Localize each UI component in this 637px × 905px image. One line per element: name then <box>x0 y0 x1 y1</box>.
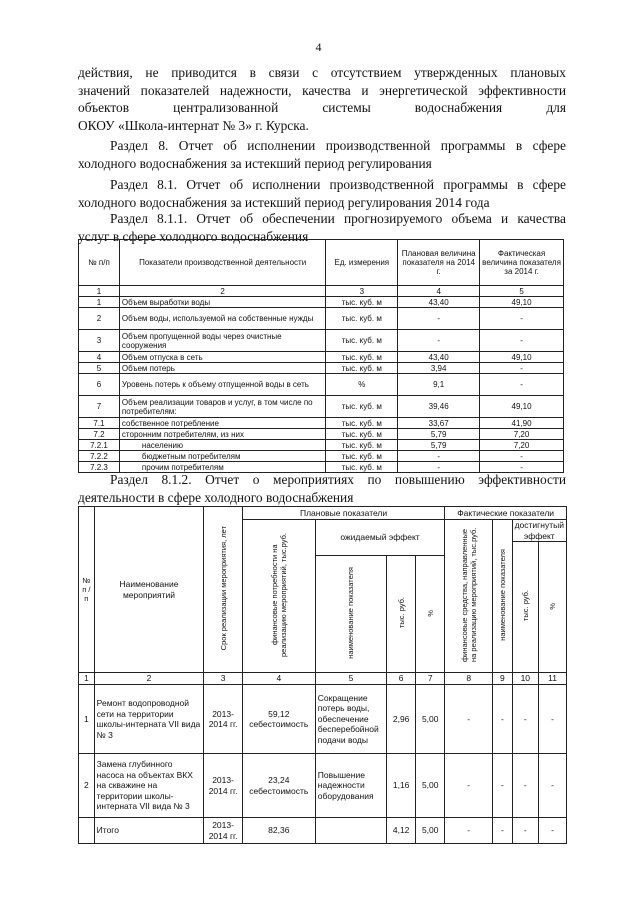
fact-value: - <box>480 308 564 330</box>
heading-line: Раздел 8. Отчет об исполнении производственной программы в сфере <box>110 138 566 153</box>
column-number: 1 <box>79 286 120 297</box>
row-number: 7.2.1 <box>79 440 120 451</box>
header-fact-fin: финансовые средства, направленные на реализацию мероприятий, тыс.руб. <box>459 527 478 663</box>
column-number: 1 <box>79 673 95 685</box>
fact-fin: - <box>445 754 493 818</box>
plan-fin: 59,12 себестоимость <box>242 685 315 754</box>
plan-value: - <box>398 330 480 352</box>
fact-value: - <box>480 374 564 396</box>
header-pct-cell <box>416 556 445 673</box>
intro-line: действия, не приводится в связи с отсутствием утвержденных плановых <box>78 65 566 80</box>
fact-value: - <box>480 363 564 374</box>
column-number: 11 <box>539 673 567 685</box>
column-number: 5 <box>315 673 386 685</box>
header-thous: тыс. руб. <box>396 597 406 629</box>
plan-value: 43,40 <box>398 297 480 308</box>
fact-pct: - <box>539 685 567 754</box>
indicator-name: Объем пропущенной воды через очистные сооружения <box>119 330 325 352</box>
column-number: 4 <box>242 673 315 685</box>
heading-line: холодного водоснабжения за истекший период регулирования <box>78 155 432 171</box>
unit: тыс. куб. м <box>326 462 398 473</box>
header-achieved: достигнутый эффект <box>512 520 566 542</box>
table-row <box>79 352 564 363</box>
table-row <box>79 754 567 818</box>
unit: тыс. куб. м <box>326 396 398 418</box>
unit: тыс. куб. м <box>326 429 398 440</box>
indicator-name: Объем отпуска в сеть <box>119 352 325 363</box>
row-number: 7.1 <box>79 418 120 429</box>
term: 2013-2014 гг. <box>204 685 243 754</box>
row-number: 1 <box>79 297 120 308</box>
indicator-name: сторонним потребителям, из них <box>119 429 325 440</box>
header-plan-fin: финансовые потребности на реализацию мероприятий, тыс.руб. <box>269 533 288 657</box>
section-8-heading <box>78 137 566 172</box>
table-row <box>79 363 564 374</box>
column-number: 8 <box>445 673 493 685</box>
intro-paragraph <box>78 64 566 134</box>
unit: тыс. куб. м <box>326 363 398 374</box>
fact-pct: - <box>539 754 567 818</box>
plan-fin: 82,36 <box>242 818 315 844</box>
fact-value: - <box>480 451 564 462</box>
column-number: 7 <box>416 673 445 685</box>
unit: тыс. куб. м <box>326 352 398 363</box>
heading-line: услуг в сфере холодного водоснабжения <box>78 228 309 244</box>
section-8-1-2-heading <box>78 471 566 506</box>
table-row <box>79 685 567 754</box>
indicator-name: Объем потерь <box>119 363 325 374</box>
indicator-name: бюджетным потребителям <box>119 451 325 462</box>
header-cell: Ед. измерения <box>326 240 398 286</box>
effect-thous: 2,96 <box>387 685 416 754</box>
column-number-row <box>79 673 567 685</box>
row-number: 7.2.2 <box>79 451 120 462</box>
fact-name: - <box>493 754 512 818</box>
row-number: 5 <box>79 363 120 374</box>
table-row <box>79 374 564 396</box>
indicator-name: Объем реализации товаров и услуг, в том числе по потребителям: <box>119 396 325 418</box>
column-number: 6 <box>387 673 416 685</box>
table-row <box>79 308 564 330</box>
fact-fin: - <box>445 685 493 754</box>
table-row <box>79 451 564 462</box>
plan-value: 33,67 <box>398 418 480 429</box>
fact-name: - <box>493 685 512 754</box>
plan-value: 5,79 <box>398 429 480 440</box>
header-plan-fin-cell <box>242 520 315 673</box>
heading-line: Раздел 8.1. Отчет об исполнении производственной программы в сфере <box>110 177 566 192</box>
plan-value: 43,40 <box>398 352 480 363</box>
plan-value: - <box>398 462 480 473</box>
header-fact-ind-name-cell <box>493 520 512 673</box>
fact-thous: - <box>512 818 539 844</box>
header-term-cell <box>204 507 243 673</box>
column-number: 4 <box>398 286 480 297</box>
table-row <box>79 440 564 451</box>
section-8-1-heading <box>78 176 566 211</box>
measure-name: Ремонт водопроводной сети на территории школы-интерната VII вида № 3 <box>94 685 204 754</box>
fact-value: 49,10 <box>480 352 564 363</box>
indicator-name: прочим потребителям <box>119 462 325 473</box>
header-term: Срок реализации мероприятия, лет <box>218 526 228 651</box>
table-row <box>79 330 564 352</box>
header-cell: Фактическая величина показателя за 2014 г. <box>480 240 564 286</box>
unit: тыс. куб. м <box>326 451 398 462</box>
indicator-name: населению <box>119 440 325 451</box>
plan-fin: 23,24 себестоимость <box>242 754 315 818</box>
column-number: 2 <box>119 286 325 297</box>
column-number: 2 <box>94 673 204 685</box>
fact-fin: - <box>445 818 493 844</box>
efficiency-measures-table <box>78 506 567 844</box>
intro-line: объектов централизованной системы водоснабжения для <box>78 100 566 115</box>
row-number: 2 <box>79 754 95 818</box>
fact-value: 7,20 <box>480 429 564 440</box>
indicator-name: Уровень потерь к объему отпущенной воды в сеть <box>119 374 325 396</box>
effect-pct: 5,00 <box>416 754 445 818</box>
plan-value: 5,79 <box>398 440 480 451</box>
fact-value: 49,10 <box>480 396 564 418</box>
table-row <box>79 418 564 429</box>
total-row <box>79 818 567 844</box>
row-number: 7.2 <box>79 429 120 440</box>
column-number: 9 <box>493 673 512 685</box>
fact-value: 49,10 <box>480 297 564 308</box>
row-number <box>79 818 95 844</box>
effect-name: Повышение надежности оборудования <box>315 754 386 818</box>
fact-value: 41,90 <box>480 418 564 429</box>
row-number: 7.2.3 <box>79 462 120 473</box>
table-row <box>79 429 564 440</box>
effect-name <box>315 818 386 844</box>
header-fact-ind-name: наименование показателя <box>497 549 507 641</box>
term: 2013-2014 гг. <box>204 754 243 818</box>
header-measure-name: Наименование мероприятий <box>94 507 204 673</box>
fact-value: 7,20 <box>480 440 564 451</box>
heading-line: холодного водоснабжения за истекший период регулирования 2014 года <box>78 194 490 210</box>
column-number-row <box>79 286 564 297</box>
unit: тыс. куб. м <box>326 330 398 352</box>
indicator-name: собственное потребление <box>119 418 325 429</box>
row-number: 7 <box>79 396 120 418</box>
term: 2013-2014 гг. <box>204 818 243 844</box>
table-row <box>79 297 564 308</box>
heading-line: Раздел 8.1.2. Отчет о мероприятиях по повышению эффективности <box>110 472 566 487</box>
unit: % <box>326 374 398 396</box>
measure-name: Замена глубинного насоса на объектах ВКХ на скважине на территории школы-интерната VII вида № 3 <box>94 754 204 818</box>
header-num: № п / п <box>79 507 95 673</box>
production-indicators-table <box>78 239 564 473</box>
header-expected: ожидаемый эффект <box>315 520 444 556</box>
heading-line: Раздел 8.1.1. Отчет об обеспечении прогнозируемого объема и качества <box>110 211 566 226</box>
header-cell: Плановая величина показателя на 2014 г. <box>398 240 480 286</box>
fact-value: - <box>480 330 564 352</box>
column-number: 3 <box>326 286 398 297</box>
effect-thous: 1,16 <box>387 754 416 818</box>
header-pct: % <box>425 609 435 617</box>
table-row <box>79 396 564 418</box>
plan-value: 9,1 <box>398 374 480 396</box>
heading-line: деятельности в сфере холодного водоснабжения <box>78 489 354 505</box>
fact-pct: - <box>539 818 567 844</box>
intro-line: значений показателей надежности, качества и энергетической эффективности <box>78 82 566 98</box>
header-fact-fin-cell <box>445 520 493 673</box>
measure-name: Итого <box>94 818 204 844</box>
column-number: 3 <box>204 673 243 685</box>
plan-value: - <box>398 451 480 462</box>
unit: тыс. куб. м <box>326 440 398 451</box>
fact-thous: - <box>512 754 539 818</box>
header-fact-group: Фактические показатели <box>445 507 567 520</box>
effect-pct: 5,00 <box>416 685 445 754</box>
column-number: 5 <box>480 286 564 297</box>
fact-name: - <box>493 818 512 844</box>
header-fact-pct-cell <box>539 542 567 673</box>
header-plan-group: Плановые показатели <box>242 507 444 520</box>
header-ind-name-cell <box>315 556 386 673</box>
plan-value: 3,94 <box>398 363 480 374</box>
unit: тыс. куб. м <box>326 297 398 308</box>
header-fact-thous: тыс. руб. <box>520 590 530 622</box>
table-header-row <box>79 240 564 286</box>
header-fact-thous-cell <box>512 542 539 673</box>
header-fact-pct: % <box>548 602 558 610</box>
indicator-name: Объем выработки воды <box>119 297 325 308</box>
column-number: 10 <box>512 673 539 685</box>
indicator-name: Объем воды, используемой на собственные нужды <box>119 308 325 330</box>
header-row-1 <box>79 507 567 520</box>
header-ind-name: наименование показателя <box>346 567 356 659</box>
unit: тыс. куб. м <box>326 308 398 330</box>
page-number: 4 <box>315 40 322 54</box>
effect-pct: 5,00 <box>416 818 445 844</box>
row-number: 4 <box>79 352 120 363</box>
row-number: 1 <box>79 685 95 754</box>
header-thous-cell <box>387 556 416 673</box>
row-number: 3 <box>79 330 120 352</box>
header-cell: № п/п <box>79 240 120 286</box>
row-number: 6 <box>79 374 120 396</box>
row-number: 2 <box>79 308 120 330</box>
effect-thous: 4,12 <box>387 818 416 844</box>
intro-line: ОКОУ «Школа-интернат № 3» г. Курска. <box>78 117 309 133</box>
unit: тыс. куб. м <box>326 418 398 429</box>
fact-value: - <box>480 462 564 473</box>
plan-value: 39,46 <box>398 396 480 418</box>
effect-name: Сокращение потерь воды, обеспечение бесперебойной подачи воды <box>315 685 386 754</box>
fact-thous: - <box>512 685 539 754</box>
plan-value: - <box>398 308 480 330</box>
header-cell: Показатели производственной деятельности <box>119 240 325 286</box>
